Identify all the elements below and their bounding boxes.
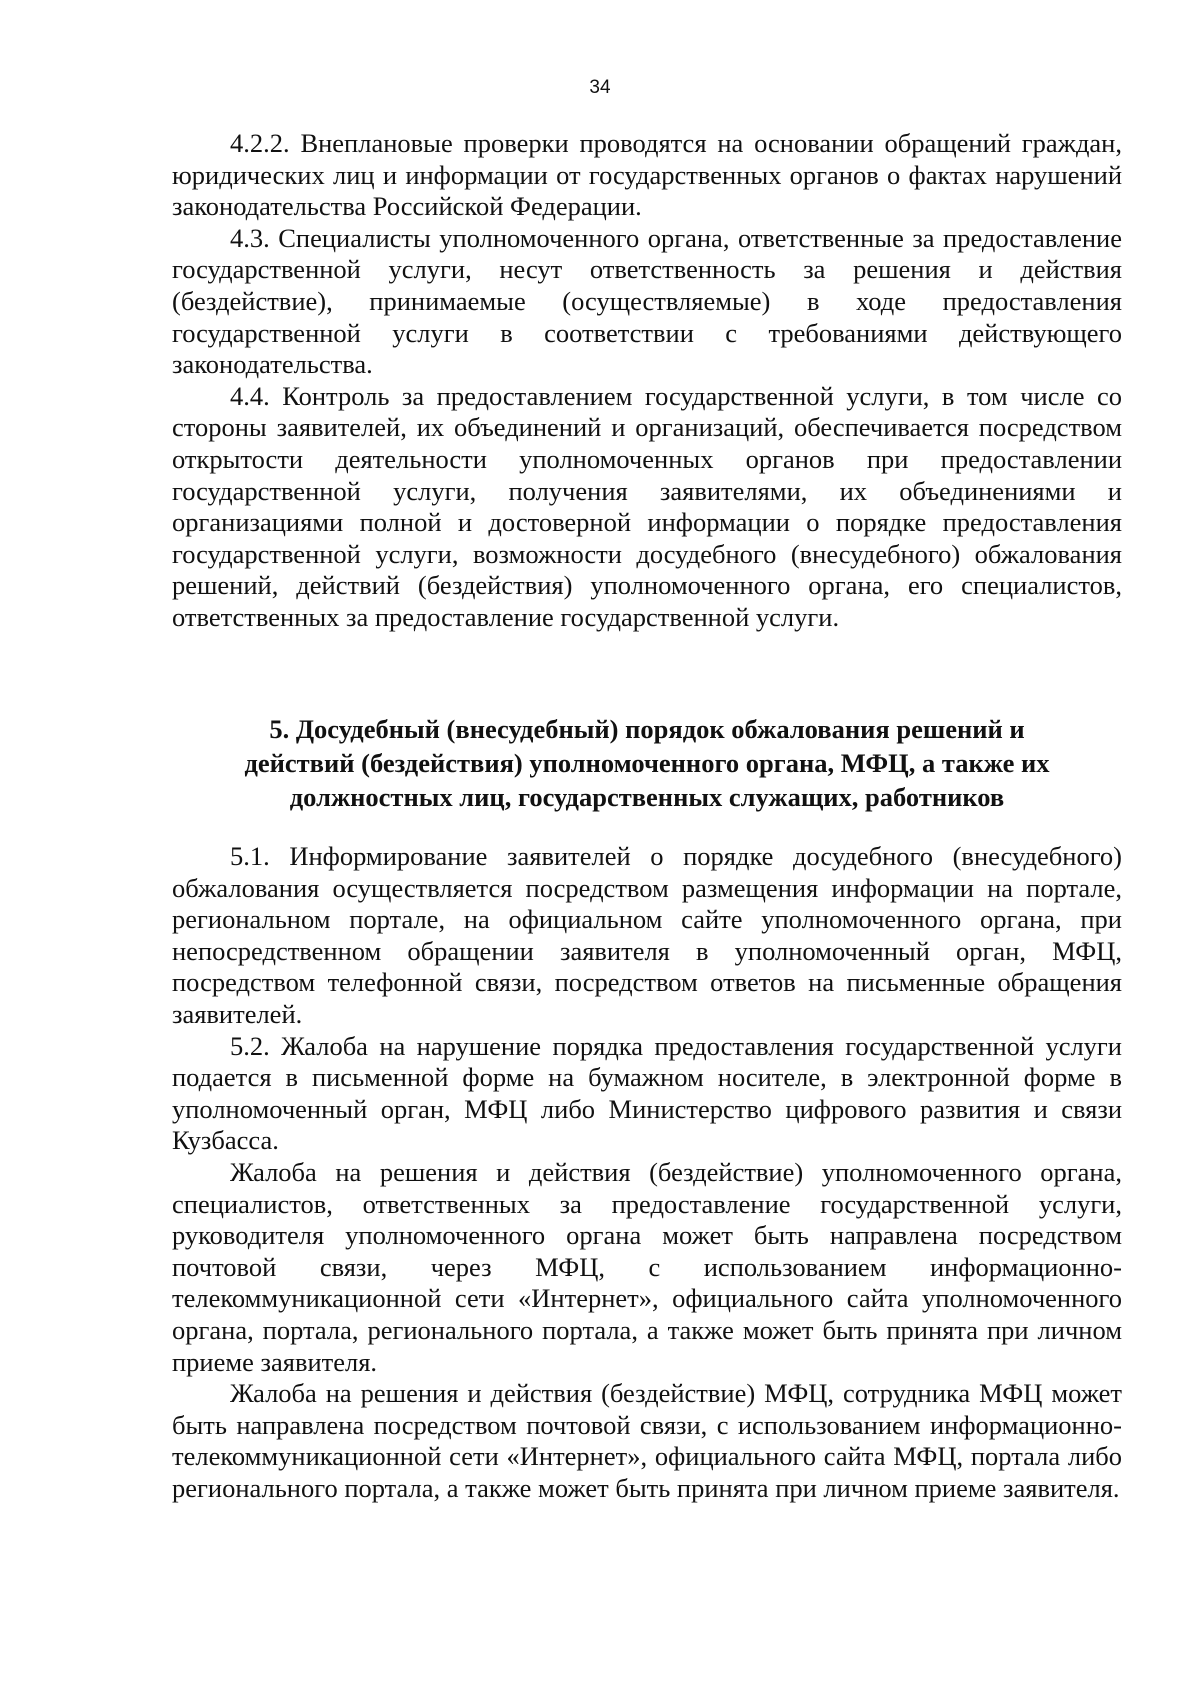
paragraph-5-2: 5.2. Жалоба на нарушение порядка предоставления государственной услуги подается в письменной форме на бумажном носителе, в электронной форме в уполномоченный орган, МФЦ либо Министерство цифрового развития и связи Кузбасса.: [172, 1030, 1122, 1156]
paragraph-complaint-authority: Жалоба на решения и действия (бездействие) уполномоченного органа, специалистов, ответственных за предоставление государственной услуги, руководителя уполномоченного органа может быть направлена посредством почтовой связи, через МФЦ, с использованием информационно-телекоммуникационной сети «Интернет», официального сайта уполномоченного органа, портала, регионального портала, а также может быть принята при личном приеме заявителя.: [172, 1156, 1122, 1377]
section-5-body: [172, 841, 1122, 1504]
paragraph-4-3: 4.3. Специалисты уполномоченного органа, ответственные за предоставление государственной услуги, несут ответственность за решения и действия (бездействие), принимаемые (осуществляемые) в ходе предоставления государственной услуги в соответствии с требованиями действующего законодательства.: [172, 222, 1122, 380]
section-5-heading: [172, 712, 1122, 814]
section-5-heading-line-3: должностных лиц, государственных служащих, работников: [289, 782, 1005, 812]
section-5-heading-line-1: 5. Досудебный (внесудебный) порядок обжалования решений и: [269, 714, 1025, 744]
section-4-body: [172, 128, 1122, 634]
page-number: 34: [589, 77, 611, 98]
paragraph-complaint-mfc: Жалоба на решения и действия (бездействие) МФЦ, сотрудника МФЦ может быть направлена посредством почтовой связи, с использованием информационно-телекоммуникационной сети «Интернет», официального сайта МФЦ, портала либо регионального портала, а также может быть принята при личном приеме заявителя.: [172, 1378, 1122, 1503]
paragraph-4-2-2: 4.2.2. Внеплановые проверки проводятся на основании обращений граждан, юридических лиц и информации от государственных органов о фактах нарушений законодательства Российской Федерации.: [172, 128, 1122, 222]
paragraph-4-4: 4.4. Контроль за предоставлением государственной услуги, в том числе со стороны заявителей, их объединений и организаций, обеспечивается посредством открытости деятельности уполномоченных органов при предоставлении государственной услуги, получения заявителями, их объединениями и организациями полной и достоверной информации о порядке предоставления государственной услуги, возможности досудебного (внесудебного) обжалования решений, действий (бездействия) уполномоченного органа, его специалистов, ответственных за предоставление государственной услуги.: [172, 380, 1122, 632]
section-5-heading-line-2: действий (бездействия) уполномоченного органа, МФЦ, а также их: [244, 748, 1050, 778]
paragraph-5-1: 5.1. Информирование заявителей о порядке досудебного (внесудебного) обжалования осуществляется посредством размещения информации на портале, региональном портале, на официальном сайте уполномоченного органа, при непосредственном обращении заявителя в уполномоченный орган, МФЦ, посредством телефонной связи, посредством ответов на письменные обращения заявителей.: [172, 841, 1122, 1029]
